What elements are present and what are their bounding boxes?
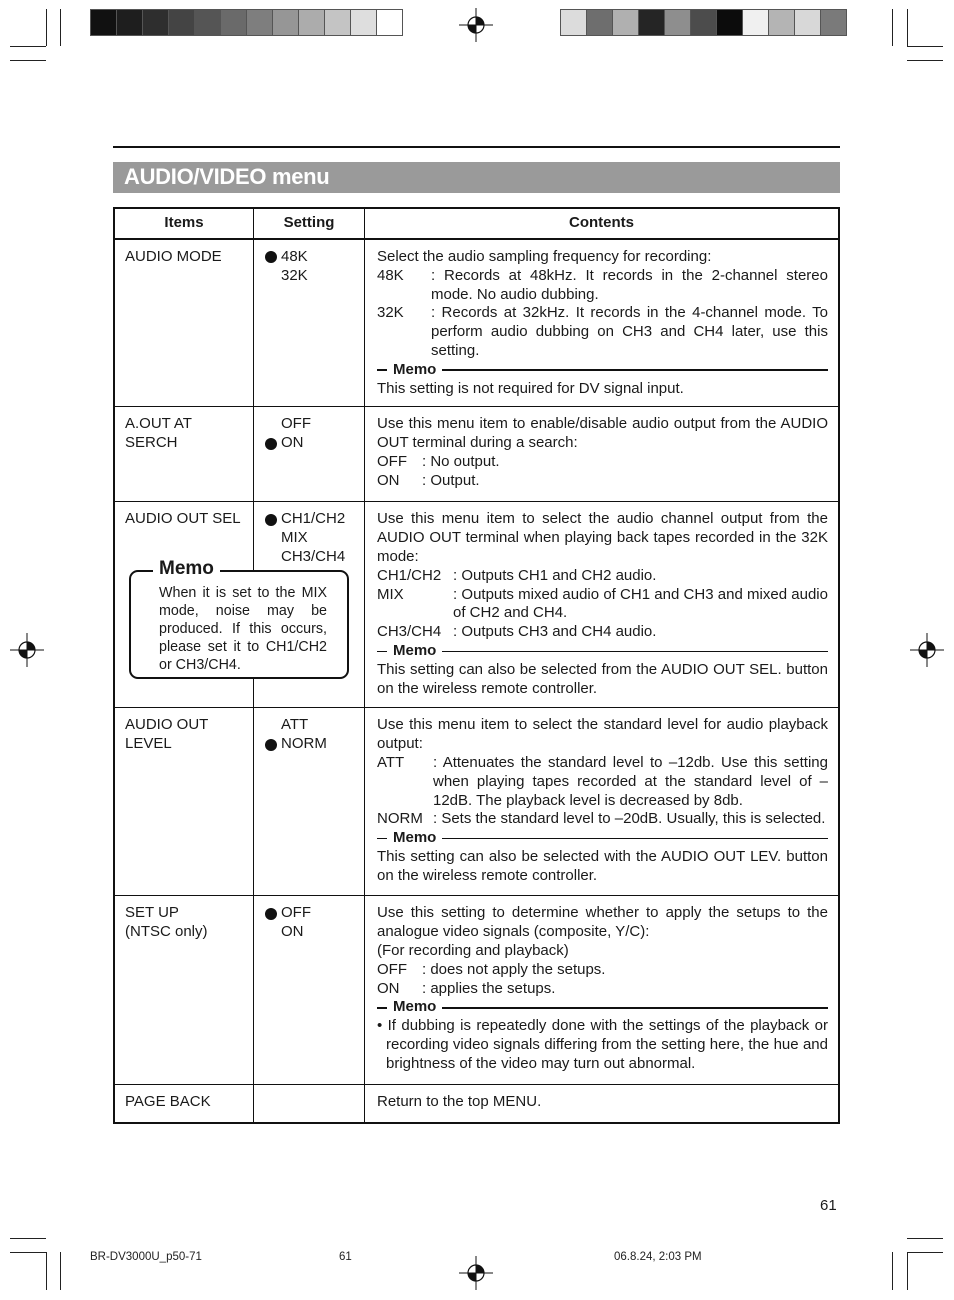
color-swatch bbox=[299, 10, 325, 35]
color-calibration-bar-right bbox=[560, 9, 847, 36]
definition-value: : Outputs CH3 and CH4 audio. bbox=[453, 623, 657, 641]
definition-key: 32K bbox=[377, 304, 404, 322]
contents-cell bbox=[365, 239, 840, 407]
definition-value: : applies the setups. bbox=[422, 979, 556, 997]
crop-mark bbox=[10, 46, 46, 47]
crop-mark bbox=[907, 60, 943, 61]
page-number: 61 bbox=[820, 1197, 837, 1214]
color-swatch bbox=[195, 10, 221, 35]
default-bullet-icon bbox=[265, 251, 277, 263]
definition-value: : No output. bbox=[422, 452, 500, 470]
color-swatch bbox=[117, 10, 143, 35]
memo-text: This setting can also be selected from the AUDIO OUT SEL. button on the wireless remote controller. bbox=[377, 660, 828, 697]
setting-option-label: CH3/CH4 bbox=[281, 547, 346, 565]
setting-option bbox=[265, 415, 364, 434]
setting-option-label: ON bbox=[281, 923, 304, 941]
contents-cell bbox=[365, 1085, 840, 1123]
contents bbox=[365, 240, 838, 406]
crop-mark bbox=[60, 1252, 61, 1290]
table-row bbox=[114, 1085, 839, 1123]
contents-intro-note: (For recording and playback) bbox=[377, 941, 569, 959]
definition-key: ON bbox=[377, 979, 400, 997]
table-header-row bbox=[114, 208, 839, 239]
color-swatch bbox=[821, 10, 846, 35]
color-swatch bbox=[377, 10, 402, 35]
color-swatch bbox=[325, 10, 351, 35]
item-name: A.OUT AT SERCH bbox=[125, 415, 192, 452]
column-header-contents: Contents bbox=[365, 208, 840, 239]
color-swatch bbox=[717, 10, 743, 35]
contents-intro: Use this menu item to select the standard level for audio playback output: bbox=[377, 716, 828, 753]
color-swatch bbox=[273, 10, 299, 35]
contents bbox=[365, 708, 838, 893]
item-name: AUDIO MODE bbox=[125, 248, 222, 265]
footer-filename: BR-DV3000U_p50-71 bbox=[90, 1251, 202, 1263]
table-row bbox=[114, 239, 839, 407]
setting-option bbox=[265, 716, 364, 735]
crop-mark bbox=[10, 1238, 46, 1239]
memo-heading bbox=[377, 361, 828, 380]
color-swatch bbox=[587, 10, 613, 35]
definition-value: : Attenuates the standard level to –12db. Use this setting when playing tapes recorded at the standard level of –12dB. The playback level is decreased by 8db. bbox=[433, 753, 828, 809]
item-cell bbox=[114, 407, 254, 502]
color-swatch bbox=[561, 10, 587, 35]
default-bullet-icon bbox=[265, 739, 277, 751]
setting-option-label: OFF bbox=[281, 415, 311, 433]
definition-value: : Output. bbox=[422, 471, 480, 489]
setting-options bbox=[254, 1085, 364, 1093]
setting-cell bbox=[254, 239, 365, 407]
definition-item bbox=[377, 961, 828, 980]
crop-mark bbox=[907, 1238, 943, 1239]
color-swatch bbox=[795, 10, 821, 35]
setting-cell bbox=[254, 407, 365, 502]
memo-label: Memo bbox=[393, 998, 437, 1016]
memo-rule bbox=[442, 838, 828, 840]
registration-mark-icon bbox=[10, 633, 44, 667]
crop-mark bbox=[60, 9, 61, 46]
contents-cell bbox=[365, 896, 840, 1085]
definition-key: CH1/CH2 bbox=[377, 566, 442, 584]
table-row bbox=[114, 407, 839, 502]
contents-cell bbox=[365, 502, 840, 708]
definition-value: : Records at 32kHz. It records in the 4-channel mode. To perform audio dubbing on CH3 and CH4 later, use this setting. bbox=[431, 304, 828, 359]
item-cell bbox=[114, 708, 254, 896]
memo-label: Memo bbox=[393, 360, 437, 378]
item-name: SET UP (NTSC only) bbox=[125, 904, 208, 941]
column-header-setting: Setting bbox=[254, 208, 365, 239]
contents-intro: Use this setting to determine whether to apply the setups to the analogue video signals (composite, Y/C): bbox=[377, 904, 828, 941]
contents-cell bbox=[365, 708, 840, 896]
definition-value: : Records at 48kHz. It records in the 2-channel stereo mode. No audio dubbing. bbox=[431, 266, 828, 303]
setting-option-label: ON bbox=[281, 434, 304, 452]
contents-cell bbox=[365, 407, 840, 502]
setting-cell bbox=[254, 1085, 365, 1123]
setting-option bbox=[265, 529, 364, 548]
definition-item bbox=[377, 304, 828, 360]
crop-mark bbox=[46, 9, 47, 46]
table-row bbox=[114, 708, 839, 896]
contents-intro: Select the audio sampling frequency for recording: bbox=[377, 248, 712, 265]
crop-mark bbox=[907, 46, 943, 47]
registration-mark-icon bbox=[459, 8, 493, 42]
definition-item bbox=[377, 586, 828, 624]
crop-mark bbox=[10, 1252, 46, 1253]
color-swatch bbox=[351, 10, 377, 35]
memo-text: This setting can also be selected with the AUDIO OUT LEV. button on the wireless remote controller. bbox=[377, 847, 828, 884]
setting-option-label: OFF bbox=[281, 904, 311, 922]
crop-mark bbox=[907, 9, 908, 46]
section-title-bar bbox=[113, 162, 840, 193]
definition-key: OFF bbox=[377, 960, 407, 978]
definition-key: ATT bbox=[377, 753, 405, 771]
memo-rule bbox=[442, 1007, 828, 1009]
definition-item bbox=[377, 810, 828, 829]
color-swatch bbox=[613, 10, 639, 35]
registration-mark-icon bbox=[459, 1256, 493, 1290]
definition-item bbox=[377, 980, 828, 999]
default-bullet-icon bbox=[265, 514, 277, 526]
setting-option bbox=[265, 904, 364, 923]
contents bbox=[365, 502, 838, 706]
crop-mark bbox=[10, 60, 46, 61]
color-swatch bbox=[91, 10, 117, 35]
memo-heading bbox=[377, 829, 828, 848]
contents-intro: Use this menu item to enable/disable audio output from the AUDIO OUT terminal during a search: bbox=[377, 415, 828, 452]
item-cell bbox=[114, 239, 254, 407]
item-cell bbox=[114, 1085, 254, 1123]
memo-dash bbox=[377, 838, 387, 840]
side-memo-text: When it is set to the MIX mode, noise may be produced. If this occurs, please set it to CH1/CH2 or CH3/CH4. bbox=[159, 585, 327, 673]
color-calibration-bar-left bbox=[90, 9, 403, 36]
item-name: AUDIO OUT LEVEL bbox=[125, 716, 209, 753]
setting-option bbox=[265, 267, 364, 286]
default-bullet-icon bbox=[265, 908, 277, 920]
contents bbox=[365, 407, 838, 498]
memo-label: Memo bbox=[393, 829, 437, 847]
column-header-items: Items bbox=[114, 208, 254, 239]
definition-item bbox=[377, 267, 828, 305]
setting-option-label: NORM bbox=[281, 735, 327, 753]
definition-value: : Outputs CH1 and CH2 audio. bbox=[453, 566, 657, 584]
setting-option bbox=[265, 735, 364, 754]
definition-key: 48K bbox=[377, 266, 404, 284]
memo-dash bbox=[377, 369, 387, 371]
definition-key: MIX bbox=[377, 585, 404, 603]
crop-mark bbox=[892, 9, 893, 46]
color-swatch bbox=[665, 10, 691, 35]
color-swatch bbox=[221, 10, 247, 35]
setting-cell bbox=[254, 896, 365, 1085]
definition-value: : does not apply the setups. bbox=[422, 960, 606, 978]
definition-item bbox=[377, 623, 828, 642]
color-swatch bbox=[639, 10, 665, 35]
memo-text: • If dubbing is repeatedly done with the settings of the playback or recording video signals differing from the setting here, the hue and brightness of the video may turn out abnormal. bbox=[377, 1017, 828, 1072]
table-row bbox=[114, 896, 839, 1085]
definition-item bbox=[377, 453, 828, 472]
header-rule bbox=[113, 146, 840, 148]
default-bullet-icon bbox=[265, 438, 277, 450]
item-cell bbox=[114, 896, 254, 1085]
definition-value: : Sets the standard level to –20dB. Usually, this is selected. bbox=[433, 810, 826, 828]
definition-item bbox=[377, 567, 828, 586]
color-swatch bbox=[743, 10, 769, 35]
setting-options bbox=[254, 896, 364, 942]
contents bbox=[365, 896, 838, 1081]
crop-mark bbox=[892, 1252, 893, 1290]
setting-option-label: 48K bbox=[281, 248, 308, 265]
memo-label: Memo bbox=[393, 641, 437, 659]
color-swatch bbox=[247, 10, 273, 35]
setting-option bbox=[265, 923, 364, 942]
setting-options bbox=[254, 240, 364, 286]
section-title: AUDIO/VIDEO menu bbox=[124, 164, 330, 189]
setting-option bbox=[265, 510, 364, 529]
memo-heading bbox=[377, 998, 828, 1017]
side-memo-title: Memo bbox=[153, 558, 220, 580]
item-name: AUDIO OUT SEL bbox=[125, 510, 241, 528]
color-swatch bbox=[769, 10, 795, 35]
setting-option-label: CH1/CH2 bbox=[281, 510, 346, 528]
definition-key: CH3/CH4 bbox=[377, 623, 442, 641]
crop-mark bbox=[907, 1252, 908, 1290]
footer-timestamp: 06.8.24, 2:03 PM bbox=[614, 1251, 702, 1263]
memo-dash bbox=[377, 651, 387, 653]
setting-option bbox=[265, 434, 364, 453]
color-swatch bbox=[691, 10, 717, 35]
contents bbox=[365, 1085, 838, 1120]
contents-intro: Use this menu item to select the audio channel output from the AUDIO OUT terminal when playing back tapes recorded in the 32K mode: bbox=[377, 510, 828, 565]
contents-intro: Return to the top MENU. bbox=[377, 1093, 542, 1111]
registration-mark-icon bbox=[910, 633, 944, 667]
definition-item bbox=[377, 754, 828, 810]
setting-option-label: MIX bbox=[281, 529, 308, 547]
color-swatch bbox=[143, 10, 169, 35]
setting-options bbox=[254, 708, 364, 754]
memo-dash bbox=[377, 1007, 387, 1009]
setting-options bbox=[254, 407, 364, 453]
color-swatch bbox=[169, 10, 195, 35]
setting-option bbox=[265, 548, 364, 567]
setting-option-label: ATT bbox=[281, 716, 309, 734]
memo-heading bbox=[377, 642, 828, 661]
definition-key: ON bbox=[377, 471, 400, 489]
setting-options bbox=[254, 502, 364, 566]
crop-mark bbox=[46, 1252, 47, 1290]
memo-rule bbox=[442, 651, 828, 653]
crop-mark bbox=[907, 1252, 943, 1253]
setting-option-label: 32K bbox=[281, 266, 308, 284]
side-memo-box bbox=[129, 558, 349, 679]
definition-item bbox=[377, 472, 828, 491]
definition-key: OFF bbox=[377, 452, 407, 470]
setting-cell bbox=[254, 708, 365, 896]
footer-page: 61 bbox=[339, 1251, 352, 1263]
memo-rule bbox=[442, 369, 828, 371]
definition-value: : Outputs mixed audio of CH1 and CH3 and mixed audio of CH2 and CH4. bbox=[453, 585, 828, 622]
setting-option bbox=[265, 248, 364, 267]
item-name: PAGE BACK bbox=[125, 1093, 211, 1111]
definition-key: NORM bbox=[377, 810, 423, 828]
memo-text: This setting is not required for DV signal input. bbox=[377, 379, 684, 397]
